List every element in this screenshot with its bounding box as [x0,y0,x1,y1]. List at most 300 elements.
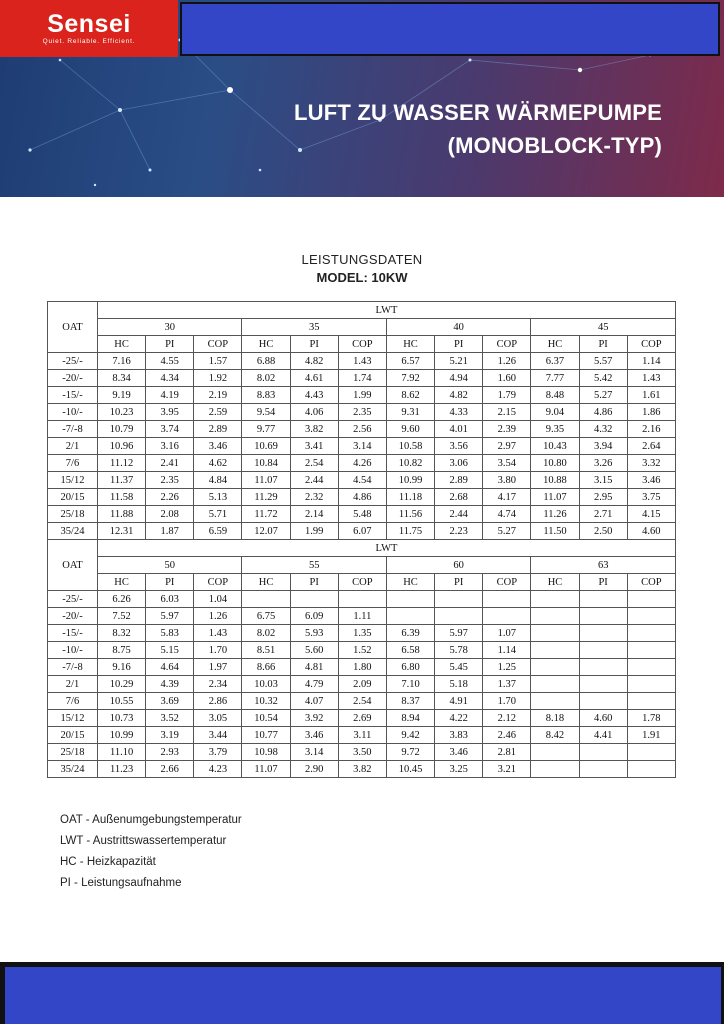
table-cell: 11.37 [98,472,146,489]
table-cell: 3.46 [194,438,242,455]
table-cell: 8.02 [242,370,290,387]
table-cell [627,744,675,761]
table-cell: 9.16 [98,659,146,676]
table-cell: 4.79 [290,676,338,693]
table-cell: 3.94 [579,438,627,455]
table-cell: 1.25 [483,659,531,676]
metric-header: HC [386,574,434,591]
table-cell: 4.15 [627,506,675,523]
table-cell: 2.93 [146,744,194,761]
table-cell: 8.83 [242,387,290,404]
table-cell: 10.32 [242,693,290,710]
table-cell: 1.11 [338,608,386,625]
table-cell: 9.77 [242,421,290,438]
table-cell [627,676,675,693]
table-cell: 1.60 [483,370,531,387]
metric-header: HC [98,574,146,591]
table-cell: 1.70 [194,642,242,659]
table-cell: 1.43 [627,370,675,387]
table-cell: 3.19 [146,727,194,744]
table-cell: 5.42 [579,370,627,387]
table-cell: 9.04 [531,404,579,421]
table-cell: 4.19 [146,387,194,404]
oat-value: 35/24 [48,761,98,778]
oat-value: -10/- [48,404,98,421]
table-cell [531,625,579,642]
table-cell: 1.52 [338,642,386,659]
table-cell: 1.74 [338,370,386,387]
table-cell: 6.88 [242,353,290,370]
table-cell [531,591,579,608]
table-cell: 6.57 [386,353,434,370]
table-cell: 3.54 [483,455,531,472]
table-cell: 10.82 [386,455,434,472]
lwt-temp-header: 40 [386,319,530,336]
metric-header: PI [579,574,627,591]
oat-value: -25/- [48,591,98,608]
table-cell: 2.89 [194,421,242,438]
metric-header: HC [386,336,434,353]
table-cell: 3.05 [194,710,242,727]
oat-value: -25/- [48,353,98,370]
table-cell: 3.26 [579,455,627,472]
table-cell: 3.11 [338,727,386,744]
legend-oat: OAT - Außenumgebungstemperatur [60,814,242,826]
lwt-temp-header: 35 [242,319,386,336]
table-cell: 3.52 [146,710,194,727]
oat-value: -10/- [48,642,98,659]
table-cell: 5.83 [146,625,194,642]
table-cell: 5.48 [338,506,386,523]
table-row [48,676,676,693]
table-row [48,353,676,370]
table-cell: 2.50 [579,523,627,540]
table-cell: 2.16 [627,421,675,438]
table-cell: 11.07 [531,489,579,506]
table-cell: 3.92 [290,710,338,727]
table-cell [242,591,290,608]
metric-header: PI [435,574,483,591]
table-cell: 12.07 [242,523,290,540]
table-cell: 10.45 [386,761,434,778]
table-cell [579,591,627,608]
table-cell: 4.61 [290,370,338,387]
table-cell: 3.74 [146,421,194,438]
table-cell [579,642,627,659]
table-cell: 1.26 [483,353,531,370]
table-cell: 3.79 [194,744,242,761]
table-cell [483,591,531,608]
table-cell: 4.82 [290,353,338,370]
table-cell: 9.19 [98,387,146,404]
table-cell [627,642,675,659]
table-cell: 8.51 [242,642,290,659]
table-cell: 2.59 [194,404,242,421]
table-cell: 3.50 [338,744,386,761]
table-cell: 10.98 [242,744,290,761]
table-cell: 2.56 [338,421,386,438]
table-row [48,489,676,506]
oat-header: OAT [48,540,98,591]
table-row [48,387,676,404]
table-cell: 5.97 [146,608,194,625]
lwt-header-row [48,540,676,557]
table-cell: 8.42 [531,727,579,744]
table-cell: 5.93 [290,625,338,642]
table-cell: 4.62 [194,455,242,472]
table-cell: 1.14 [627,353,675,370]
table-cell: 6.39 [386,625,434,642]
table-cell: 11.29 [242,489,290,506]
table-cell [627,693,675,710]
table-cell: 9.35 [531,421,579,438]
table-cell: 4.32 [579,421,627,438]
table-cell: 11.26 [531,506,579,523]
table-cell: 1.35 [338,625,386,642]
table-cell: 1.86 [627,404,675,421]
table-cell: 4.41 [579,727,627,744]
table-row [48,761,676,778]
metric-header-row [48,336,676,353]
table-cell: 1.79 [483,387,531,404]
table-cell: 1.14 [483,642,531,659]
table-cell: 2.39 [483,421,531,438]
table-cell [338,591,386,608]
lwt-temp-header: 45 [531,319,676,336]
table-cell: 1.43 [338,353,386,370]
table-cell: 8.34 [98,370,146,387]
table-cell: 3.14 [290,744,338,761]
table-cell: 1.26 [194,608,242,625]
table-cell [531,676,579,693]
table-cell: 7.92 [386,370,434,387]
table-cell: 10.77 [242,727,290,744]
table-cell: 10.58 [386,438,434,455]
table-cell: 2.08 [146,506,194,523]
table-cell: 5.78 [435,642,483,659]
table-cell: 3.80 [483,472,531,489]
table-cell: 11.07 [242,761,290,778]
table-cell: 1.43 [194,625,242,642]
metric-header: COP [483,574,531,591]
table-cell: 4.55 [146,353,194,370]
table-cell: 5.21 [435,353,483,370]
table-cell: 3.95 [146,404,194,421]
metric-header: HC [98,336,146,353]
table-cell: 5.27 [579,387,627,404]
table-cell [627,608,675,625]
table-cell: 11.50 [531,523,579,540]
table-cell: 8.48 [531,387,579,404]
table-cell [483,608,531,625]
table-cell: 8.75 [98,642,146,659]
table-cell: 10.54 [242,710,290,727]
table-cell: 2.09 [338,676,386,693]
table-cell: 11.23 [98,761,146,778]
table-cell: 9.54 [242,404,290,421]
metric-header: HC [242,574,290,591]
table-cell: 4.34 [146,370,194,387]
legend-hc: HC - Heizkapazität [60,856,156,868]
metric-header: COP [627,574,675,591]
metric-header: PI [435,336,483,353]
model-label: MODEL: 10KW [316,270,408,285]
metric-header: PI [579,336,627,353]
legend-lwt: LWT - Austrittswassertemperatur [60,835,227,847]
table-cell: 9.60 [386,421,434,438]
table-cell: 4.17 [483,489,531,506]
table-cell: 7.10 [386,676,434,693]
table-cell: 4.60 [579,710,627,727]
metric-header: COP [338,574,386,591]
lwt-temp-header: 50 [98,557,242,574]
table-cell: 12.31 [98,523,146,540]
table-cell: 2.89 [435,472,483,489]
table-cell: 11.56 [386,506,434,523]
metric-header: PI [146,574,194,591]
table-cell: 4.07 [290,693,338,710]
table-cell: 1.80 [338,659,386,676]
table-cell: 5.57 [579,353,627,370]
table-cell: 4.43 [290,387,338,404]
table-cell [579,693,627,710]
footer-color-bar [0,962,724,1024]
table-cell: 3.21 [483,761,531,778]
table-cell: 10.43 [531,438,579,455]
table-cell: 2.66 [146,761,194,778]
table-cell: 10.96 [98,438,146,455]
table-cell: 1.78 [627,710,675,727]
table-cell [531,744,579,761]
table-cell [531,642,579,659]
table-cell: 6.37 [531,353,579,370]
oat-value: 25/18 [48,506,98,523]
section-heading: LEISTUNGSDATEN [301,252,423,267]
table-cell [579,659,627,676]
oat-header: OAT [48,302,98,353]
table-cell: 4.94 [435,370,483,387]
lwt-temp-header: 30 [98,319,242,336]
oat-value: 25/18 [48,744,98,761]
table-cell: 3.56 [435,438,483,455]
table-cell: 4.86 [338,489,386,506]
table-cell: 9.31 [386,404,434,421]
table-cell: 2.35 [338,404,386,421]
table-cell: 3.46 [627,472,675,489]
table-cell: 3.14 [338,438,386,455]
table-cell [435,591,483,608]
table-cell: 5.27 [483,523,531,540]
table-cell [627,625,675,642]
brand-logo [0,0,178,57]
table-cell: 1.37 [483,676,531,693]
table-row [48,608,676,625]
table-cell: 6.75 [242,608,290,625]
table-cell [627,761,675,778]
banner-title-line2: (MONOBLOCK-TYP) [447,133,662,158]
table-cell: 5.60 [290,642,338,659]
table-cell: 10.55 [98,693,146,710]
table-cell: 4.81 [290,659,338,676]
table-row [48,506,676,523]
table-cell: 2.86 [194,693,242,710]
oat-value: 35/24 [48,523,98,540]
table-cell: 8.66 [242,659,290,676]
header-color-bar [180,2,720,56]
table-cell: 4.22 [435,710,483,727]
oat-value: 15/12 [48,710,98,727]
metric-header: COP [627,336,675,353]
brand-tagline: Quiet. Reliable. Efficient. [42,38,136,45]
table-cell: 2.64 [627,438,675,455]
metric-header: COP [483,336,531,353]
table-cell [579,761,627,778]
table-cell [579,625,627,642]
table-cell: 11.10 [98,744,146,761]
table-cell: 8.32 [98,625,146,642]
oat-value: -7/-8 [48,421,98,438]
table-row [48,472,676,489]
table-cell: 2.19 [194,387,242,404]
table-cell: 11.88 [98,506,146,523]
table-cell: 2.81 [483,744,531,761]
table-row [48,591,676,608]
table-cell: 4.06 [290,404,338,421]
table-cell: 11.18 [386,489,434,506]
table-cell: 2.34 [194,676,242,693]
table-cell: 1.87 [146,523,194,540]
table-cell: 5.97 [435,625,483,642]
table-cell: 5.15 [146,642,194,659]
lwt-header: LWT [98,540,676,557]
table-row [48,421,676,438]
table-cell: 5.71 [194,506,242,523]
table-cell: 11.75 [386,523,434,540]
table-cell: 10.99 [98,727,146,744]
oat-value: 20/15 [48,489,98,506]
table-cell [579,676,627,693]
table-cell: 10.23 [98,404,146,421]
metric-header: HC [242,336,290,353]
table-cell [435,608,483,625]
table-cell: 10.80 [531,455,579,472]
table-cell: 2.71 [579,506,627,523]
table-cell: 4.84 [194,472,242,489]
table-cell: 3.75 [627,489,675,506]
table-cell: 9.42 [386,727,434,744]
table-cell [531,659,579,676]
metric-header: HC [531,336,579,353]
table-cell: 7.16 [98,353,146,370]
table-row [48,455,676,472]
table-cell: 3.41 [290,438,338,455]
metric-header: COP [194,336,242,353]
table-row [48,710,676,727]
table-cell: 10.29 [98,676,146,693]
table-cell: 4.64 [146,659,194,676]
oat-value: 20/15 [48,727,98,744]
metric-header: COP [338,336,386,353]
table-cell: 4.82 [435,387,483,404]
table-cell [290,591,338,608]
table-cell: 1.91 [627,727,675,744]
table-cell: 8.37 [386,693,434,710]
table-cell: 4.91 [435,693,483,710]
table-cell: 1.92 [194,370,242,387]
table-cell: 2.12 [483,710,531,727]
table-cell: 8.62 [386,387,434,404]
table-cell: 2.26 [146,489,194,506]
table-cell: 6.07 [338,523,386,540]
table-cell: 10.69 [242,438,290,455]
table-cell: 4.86 [579,404,627,421]
table-row [48,659,676,676]
lwt-temp-header: 63 [531,557,676,574]
table-row [48,727,676,744]
table-cell: 4.23 [194,761,242,778]
table-cell: 10.88 [531,472,579,489]
lwt-header-row [48,302,676,319]
table-cell: 1.07 [483,625,531,642]
table-cell: 10.99 [386,472,434,489]
brand-name: Sensei [47,10,131,38]
table-cell: 9.72 [386,744,434,761]
oat-value: -7/-8 [48,659,98,676]
lwt-temp-header: 60 [386,557,530,574]
temperature-header-row [48,319,676,336]
oat-value: 2/1 [48,676,98,693]
table-cell: 3.82 [290,421,338,438]
table-cell: 3.83 [435,727,483,744]
table-cell: 4.33 [435,404,483,421]
table-cell: 4.74 [483,506,531,523]
table-cell: 11.72 [242,506,290,523]
table-cell: 1.97 [194,659,242,676]
table-cell: 2.44 [290,472,338,489]
table-cell: 5.18 [435,676,483,693]
table-cell: 2.15 [483,404,531,421]
table-cell: 3.25 [435,761,483,778]
table-cell: 2.54 [290,455,338,472]
table-cell: 10.79 [98,421,146,438]
oat-value: -20/- [48,370,98,387]
temperature-header-row [48,557,676,574]
table-cell: 10.03 [242,676,290,693]
table-cell: 1.04 [194,591,242,608]
table-cell: 11.07 [242,472,290,489]
oat-value: 2/1 [48,438,98,455]
oat-value: 15/12 [48,472,98,489]
table-cell: 5.45 [435,659,483,676]
table-cell: 2.41 [146,455,194,472]
oat-value: 7/6 [48,693,98,710]
table-cell: 3.46 [435,744,483,761]
table-cell: 4.60 [627,523,675,540]
table-cell: 7.52 [98,608,146,625]
table-row [48,642,676,659]
lwt-header: LWT [98,302,676,319]
table-cell: 3.32 [627,455,675,472]
table-cell: 2.35 [146,472,194,489]
oat-value: 7/6 [48,455,98,472]
table-cell: 2.69 [338,710,386,727]
table-cell: 2.46 [483,727,531,744]
banner-title-line1: LUFT ZU WASSER WÄRMEPUMPE [294,100,662,125]
table-cell: 1.99 [338,387,386,404]
table-cell: 3.06 [435,455,483,472]
table-cell: 4.39 [146,676,194,693]
metric-header: COP [194,574,242,591]
